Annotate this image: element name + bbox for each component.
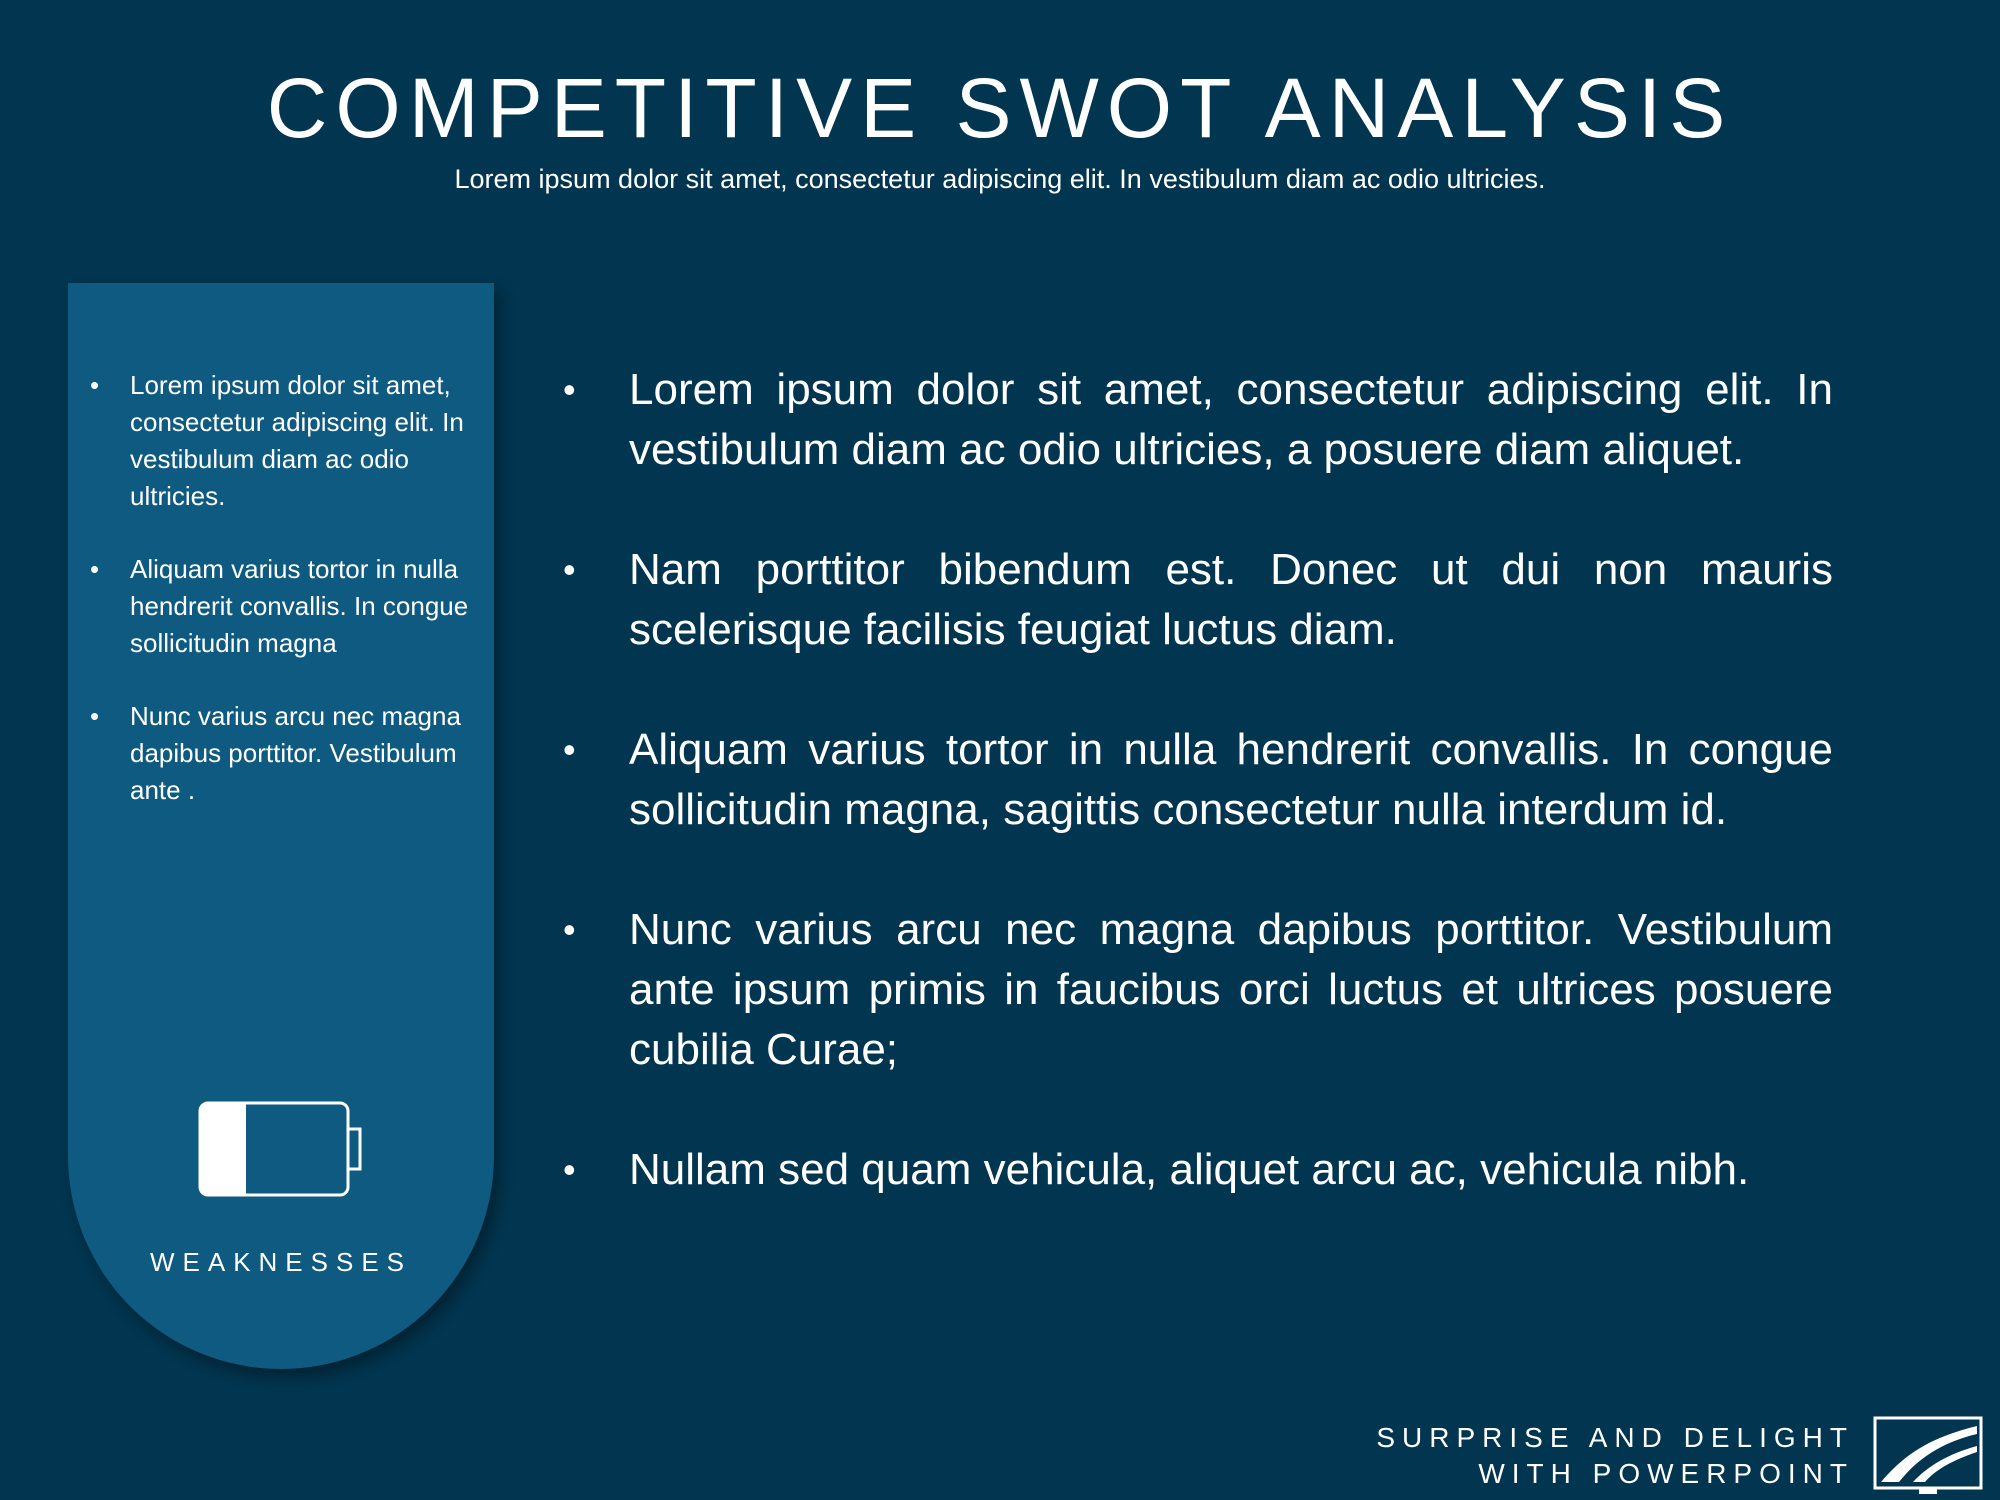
main-bullet-item: • Nam porttitor bibendum est. Donec ut dui non mauris scelerisque facilisis feugiat luctus diam. [563,540,1833,660]
main-bullet-item: • Lorem ipsum dolor sit amet, consectetur adipiscing elit. In vestibulum diam ac odio ultricies, a posuere diam aliquet. [563,360,1833,480]
main-bullet-item: • Aliquam varius tortor in nulla hendrerit convallis. In congue sollicitudin magna, sagittis consectetur nulla interdum id. [563,720,1833,840]
main-bullet-item: • Nullam sed quam vehicula, aliquet arcu ac, vehicula nibh. [563,1140,1833,1200]
weaknesses-panel [68,283,494,1369]
weaknesses-label: WEAKNESSES [149,1247,413,1277]
weaknesses-list-item: • Aliquam varius tortor in nulla hendrerit convallis. In congue sollicitudin magna [90,551,490,662]
slide-title: COMPETITIVE SWOT ANALYSIS [266,61,1734,155]
weaknesses-list-item: • Lorem ipsum dolor sit amet, consectetur adipiscing elit. In vestibulum diam ac odio ultricies. [90,367,490,515]
weaknesses-list [90,367,490,845]
slide-subtitle: Lorem ipsum dolor sit amet, consectetur adipiscing elit. In vestibulum diam ac odio ultricies. [454,164,1546,194]
road-logo-icon [1873,1416,1983,1496]
weaknesses-list-item: • Nunc varius arcu nec magna dapibus porttitor. Vestibulum ante . [90,698,490,809]
brand-tagline [1376,1420,1854,1492]
brand-tagline-line-1: SURPRISE AND DELIGHT [1376,1422,1854,1453]
main-bullet-item: • Nunc varius arcu nec magna dapibus porttitor. Vestibulum ante ipsum primis in faucibus orci luctus et ultrices posuere cubilia Curae; [563,900,1833,1080]
main-bullet-list [563,360,1833,1260]
brand-tagline-line-2: WITH POWERPOINT [1478,1458,1854,1489]
battery-half-icon [198,1101,364,1197]
